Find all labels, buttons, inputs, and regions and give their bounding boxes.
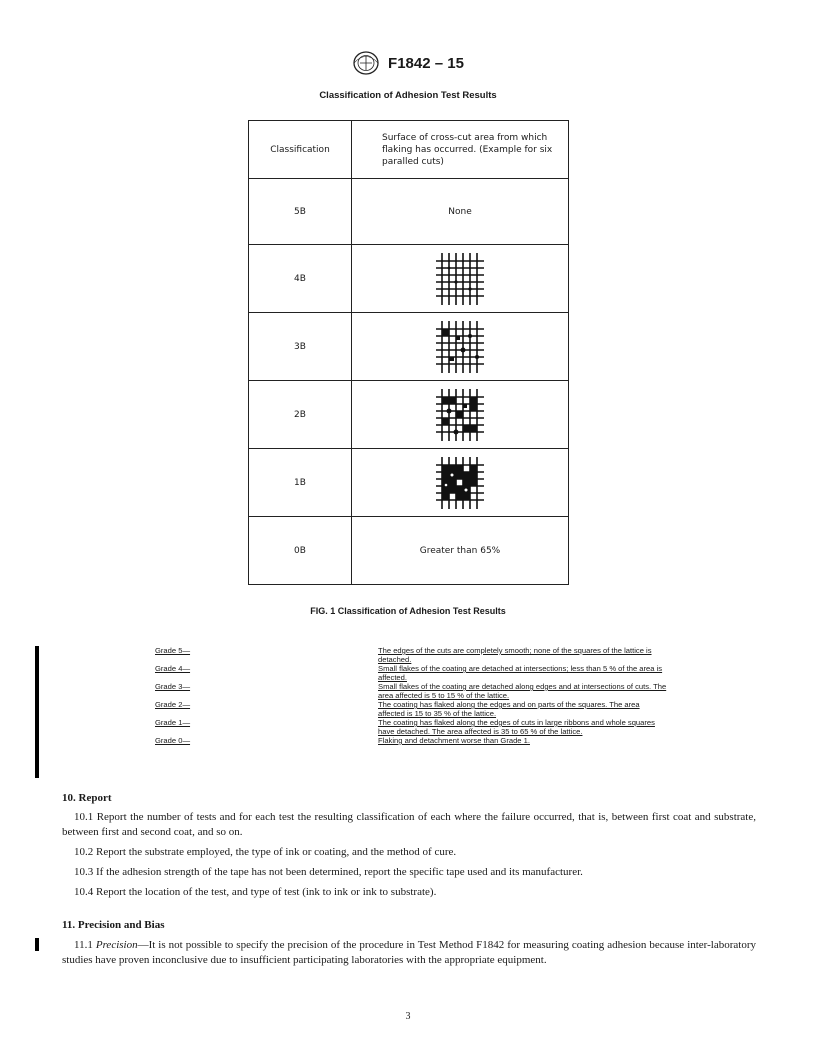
surface-cell [352, 179, 569, 245]
table-row [249, 517, 569, 585]
paragraph: 10.2 Report the substrate employed, the type of ink or coating, and the method of cure. [74, 846, 457, 858]
table-header-row [249, 121, 569, 179]
grade-list [155, 646, 675, 745]
grade-description: Flaking and detachment worse than Grade 1. [378, 736, 530, 745]
figure-caption: FIG. 1 Classification of Adhesion Test Results [310, 606, 506, 616]
classification-cell: 0B [249, 517, 352, 585]
section-heading: 11. Precision and Bias [62, 919, 165, 931]
lattice-3b-icon [432, 321, 488, 373]
paragraph: 10.4 Report the location of the test, and type of test (ink to ink or ink to substrate). [74, 886, 437, 898]
classification-cell: 2B [249, 381, 352, 449]
table-row [249, 449, 569, 517]
paragraph-text: —It is not possible to specify the precision of the procedure in Test Method F1842 for measuring coating adhesion because inter-laboratory studies have proven inconclusive due to insufficient participating laboratories with the appropriate equipment. [62, 939, 756, 966]
surface-text: None [448, 206, 472, 217]
grade-description: The coating has flaked along the edges and on parts of the squares. The area affected is 15 to 35 % of the lattice. [378, 700, 640, 718]
paragraph-term: Precision [95, 939, 138, 951]
grade-label: Grade 3— [155, 682, 191, 691]
grade-label: Grade 4— [155, 664, 191, 673]
list-item [155, 664, 675, 682]
section-heading: 10. Report [62, 792, 112, 804]
report-section [62, 791, 756, 900]
table-row [249, 245, 569, 313]
classification-cell: 5B [249, 179, 352, 245]
grade-description: Small flakes of the coating are detached along edges and at intersections of cuts. The area affected is 5 to 15 % of the lattice. [378, 682, 667, 700]
classification-table [248, 120, 569, 585]
header-classification: Classification [249, 121, 352, 179]
surface-cell [352, 517, 569, 585]
page-number: 3 [405, 1011, 411, 1022]
change-bar [35, 646, 39, 778]
classification-cell: 1B [249, 449, 352, 517]
surface-cell [352, 381, 569, 449]
list-item [155, 646, 675, 664]
grade-description: Small flakes of the coating are detached at intersections; less than 5 % of the area is affected. [378, 664, 663, 682]
precision-section [62, 918, 756, 968]
table-row [249, 179, 569, 245]
paragraph: 10.1 Report the number of tests and for each test the resulting classification of each where the failure occurred, that is, between first coat and substrate, between first and second coat, and so on. [62, 811, 756, 838]
lattice-1b-icon [432, 457, 488, 509]
list-item [155, 700, 675, 718]
surface-cell [352, 245, 569, 313]
surface-cell [352, 313, 569, 381]
classification-cell: 3B [249, 313, 352, 381]
list-item [155, 718, 675, 736]
list-item [155, 736, 675, 745]
grade-description: The edges of the cuts are completely smooth; none of the squares of the lattice is detached. [378, 646, 652, 664]
grade-description: The coating has flaked along the edges of cuts in large ribbons and whole squares have detached. The area affected is 35 to 65 % of the lattice. [378, 718, 655, 736]
paragraph-number: 11.1 [74, 939, 93, 951]
paragraph: 10.3 If the adhesion strength of the tape has not been determined, report the specific tape used and its manufacturer. [74, 866, 583, 878]
astm-logo-icon [352, 50, 380, 76]
page-header [0, 50, 816, 76]
surface-cell [352, 449, 569, 517]
table-title: Classification of Adhesion Test Results [319, 90, 497, 101]
lattice-4b-icon [432, 253, 488, 305]
grade-label: Grade 0— [155, 736, 191, 745]
table-row [249, 313, 569, 381]
paragraph [62, 938, 756, 968]
document-id: F1842 – 15 [388, 54, 464, 72]
table-row [249, 381, 569, 449]
change-bar [35, 938, 39, 951]
lattice-2b-icon [432, 389, 488, 441]
grade-label: Grade 1— [155, 718, 191, 727]
surface-text: Greater than 65% [419, 545, 501, 556]
classification-cell: 4B [249, 245, 352, 313]
grade-label: Grade 2— [155, 700, 191, 709]
grade-label: Grade 5— [155, 646, 191, 655]
list-item [155, 682, 675, 700]
header-surface: Surface of cross-cut area from which flaking has occurred. (Example for six paralled cuts) [352, 121, 569, 179]
